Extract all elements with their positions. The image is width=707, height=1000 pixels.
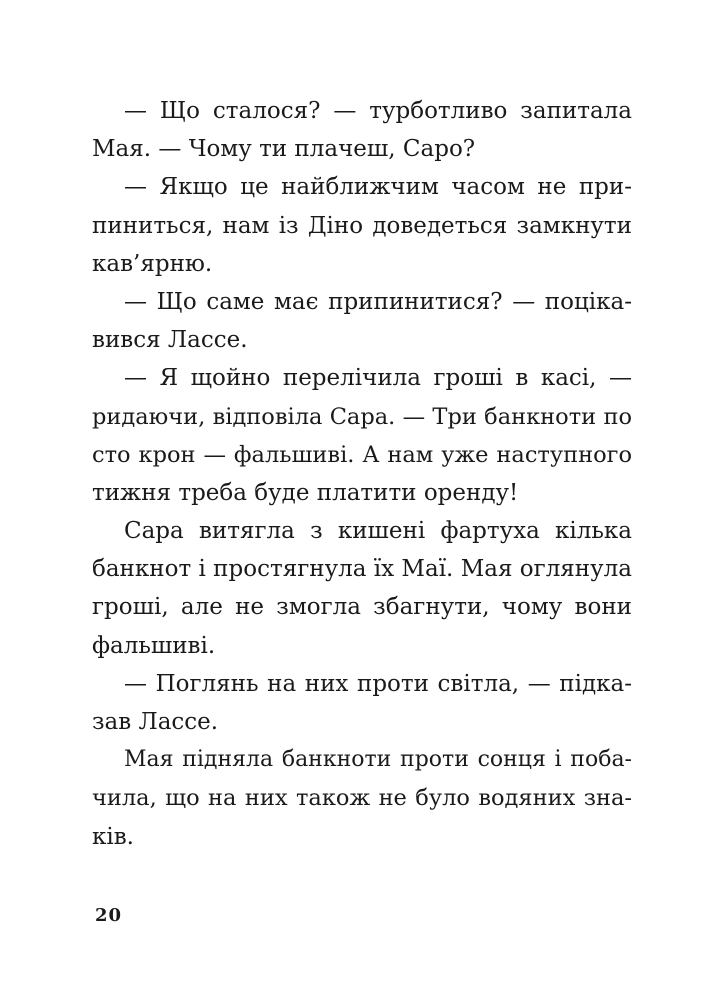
text-line: сто крон — фальшиві. А нам уже наступного	[92, 441, 632, 468]
text-line: зав Лассе.	[92, 709, 219, 735]
text-line: ридаючи, відповіла Сара. — Три банкноти по	[92, 403, 632, 430]
text-line: Мая. — Чому ти плачеш, Саро?	[92, 136, 476, 163]
text-line: Сара витягла з кишені фартуха кілька	[124, 518, 632, 545]
text-line: вився Лассе.	[92, 327, 248, 354]
text-line: тижня треба буде платити оренду!	[92, 479, 519, 506]
text-line: пиниться, нам із Діно доведеться замкнути	[92, 212, 632, 239]
text-line: Мая підняла банкноти проти сонця і поба-	[124, 747, 632, 773]
text-line: кав’ярню.	[92, 250, 213, 277]
text-line: банкнот і простягнула їх Маї. Мая оглянула	[92, 556, 632, 583]
body-text	[92, 92, 632, 856]
text-line: — Поглянь на них проти світла, — підка-	[124, 670, 632, 697]
page-number: 20	[95, 905, 123, 926]
text-line: — Я щойно перелічила гроші в касі, —	[124, 365, 632, 392]
text-line: — Що саме має припинитися? — поціка-	[124, 288, 632, 315]
text-line: — Що сталося? — турботливо запитала	[124, 98, 632, 124]
text-line: ків.	[92, 823, 134, 850]
text-line: чила, що на них також не було водяних зна-	[92, 785, 632, 812]
text-line: фальшиві.	[92, 632, 216, 659]
text-line: гроші, але не змогла збагнути, чому вони	[92, 594, 632, 621]
text-line: — Якщо це найближчим часом не при-	[124, 174, 632, 201]
